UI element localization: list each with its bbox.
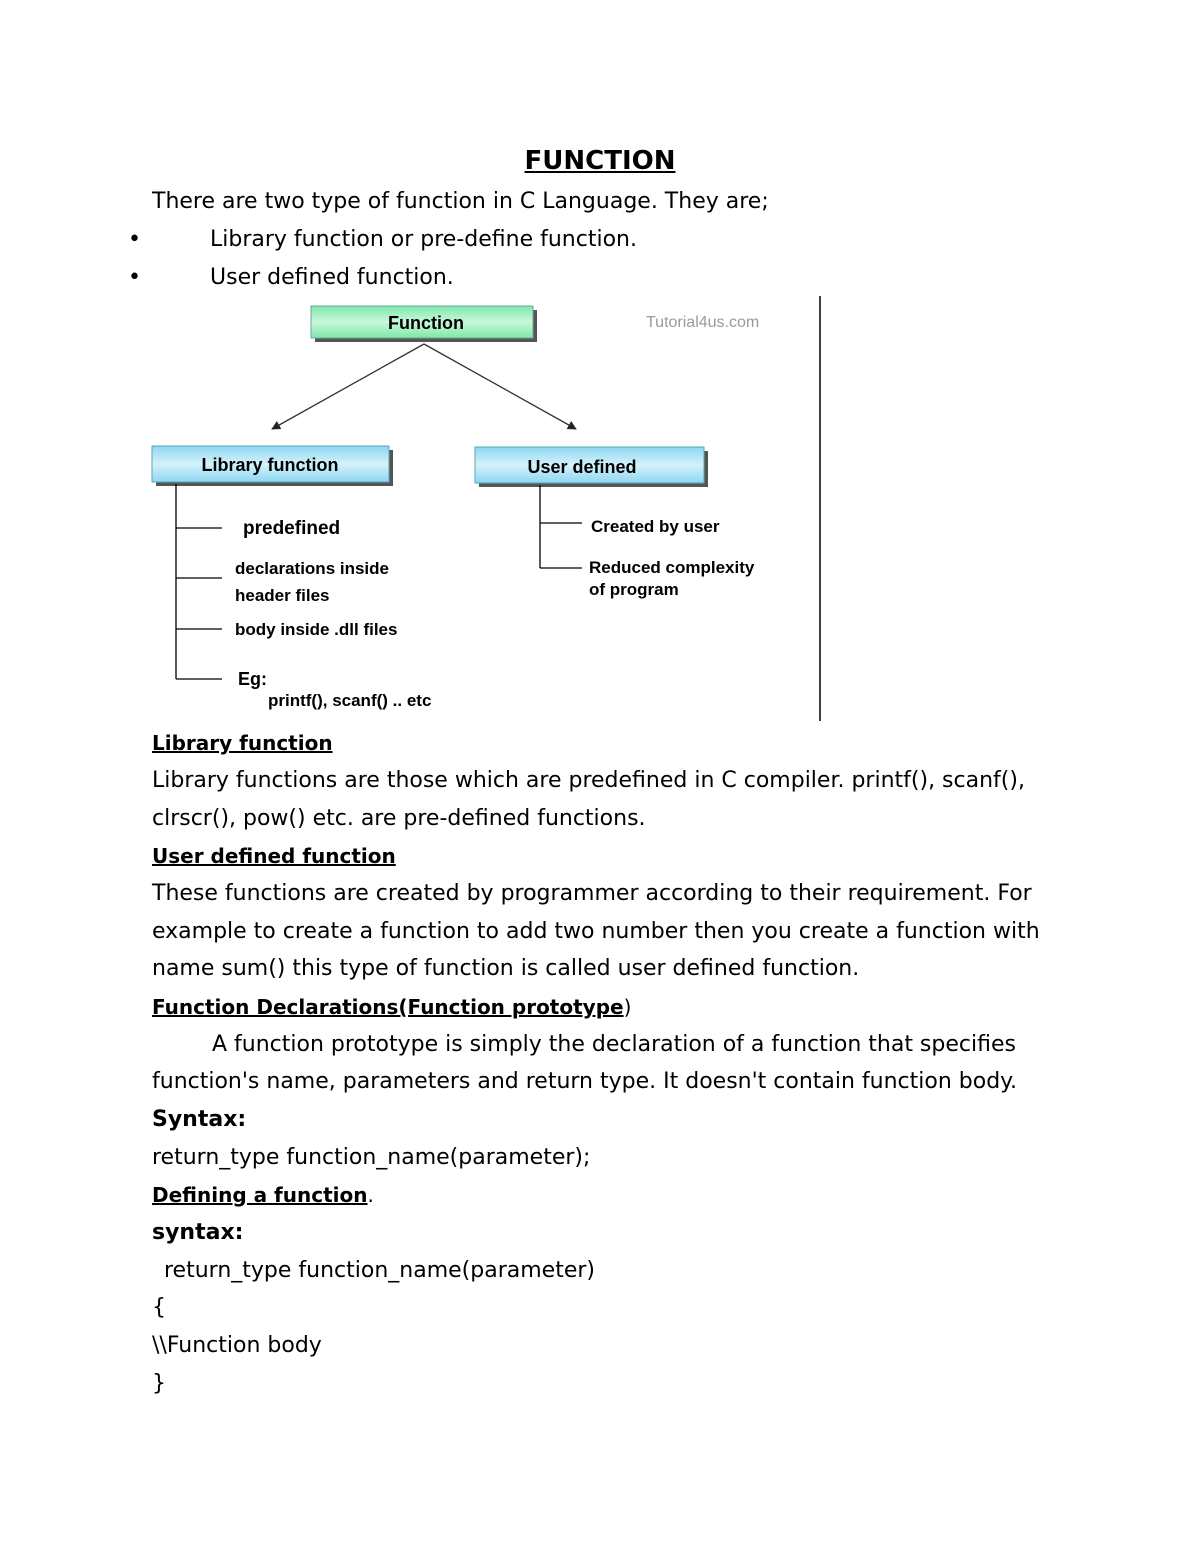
library-box-label: Library function — [201, 455, 339, 475]
user-item-created: Created by user — [591, 517, 720, 536]
library-text-1: Library functions are those which are predefined in C compiler. printf(), scanf(), — [152, 768, 1025, 793]
declaration-text-1: A function prototype is simply the declaration of a function that specifies — [212, 1032, 1016, 1057]
root-label: Function — [388, 313, 464, 333]
defining-code-1: return_type function_name(parameter) — [164, 1258, 595, 1283]
defining-code-4: } — [152, 1371, 166, 1396]
intro-text: There are two type of function in C Language. They are; — [152, 189, 769, 214]
user-text-1: These functions are created by programmer according to their requirement. For — [152, 881, 1032, 906]
declaration-heading: Function Declarations(Function prototype — [152, 995, 624, 1019]
bullet-2: • — [128, 265, 141, 290]
user-heading: User defined function — [152, 844, 396, 868]
watermark-text: Tutorial4us.com — [646, 314, 760, 331]
user-text-3: name sum() this type of function is called user defined function. — [152, 956, 860, 981]
page-title: FUNCTION — [524, 146, 676, 176]
user-box-label: User defined — [527, 457, 637, 477]
declaration-syntax: return_type function_name(parameter); — [152, 1145, 591, 1170]
type-user: User defined function. — [210, 265, 454, 290]
defining-syntax-label: syntax: — [152, 1220, 244, 1245]
library-heading: Library function — [152, 731, 333, 755]
defining-heading-line — [152, 1180, 374, 1210]
arrow-to-user — [424, 344, 576, 429]
library-item-predefined: predefined — [243, 518, 341, 539]
function-types-diagram — [140, 296, 830, 726]
declaration-syntax-label: Syntax: — [152, 1107, 247, 1132]
user-item-program: of program — [589, 580, 679, 599]
user-text-2: example to create a function to add two number then you create a function with — [152, 919, 1040, 944]
declaration-heading-line — [152, 992, 631, 1022]
defining-heading: Defining a function — [152, 1183, 368, 1207]
library-item-declarations: declarations inside — [235, 559, 389, 578]
type-library: Library function or pre-define function. — [210, 227, 637, 252]
declaration-heading-close: ) — [623, 995, 632, 1019]
declaration-text-2: function's name, parameters and return type. It doesn't contain function body. — [152, 1069, 1018, 1094]
arrow-to-library — [272, 344, 424, 429]
bullet-1: • — [128, 227, 141, 252]
library-item-eg: Eg: — [238, 669, 267, 689]
library-text-2: clrscr(), pow() etc. are pre-defined functions. — [152, 806, 646, 831]
defining-code-3: \\Function body — [152, 1333, 322, 1358]
library-item-examples: printf(), scanf() .. etc — [268, 691, 432, 710]
defining-heading-tail: . — [367, 1183, 374, 1207]
user-item-reduced: Reduced complexity — [589, 558, 755, 577]
library-item-header-files: header files — [235, 586, 330, 605]
library-item-body-dll: body inside .dll files — [235, 620, 398, 639]
defining-code-2: { — [152, 1295, 166, 1320]
